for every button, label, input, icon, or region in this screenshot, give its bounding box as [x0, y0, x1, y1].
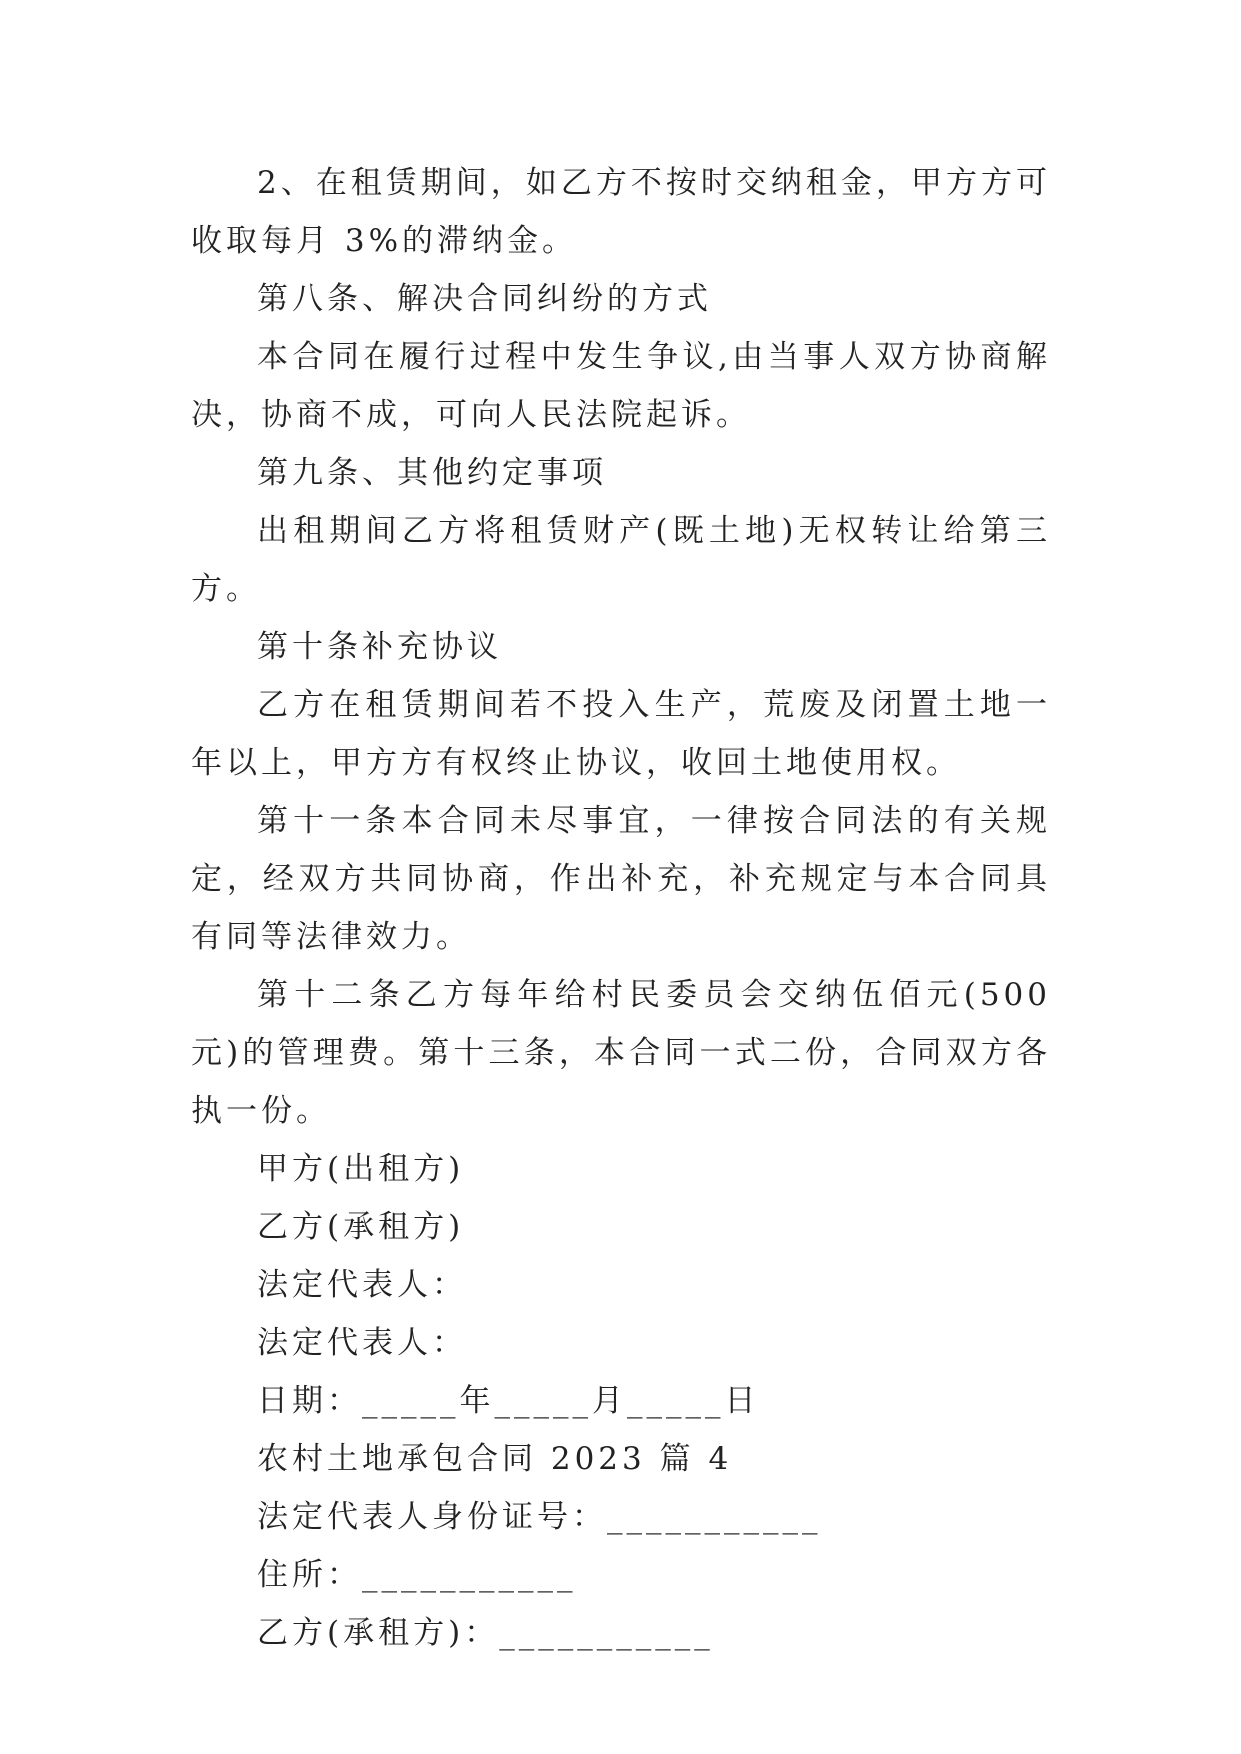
party-a-label: 甲方(出租方): [257, 1151, 465, 1187]
section-title-4: 农村土地承包合同 2023 篇 4: [257, 1441, 733, 1477]
date-line: 日期：_____年_____月_____日: [257, 1383, 760, 1419]
heading-article-9: 第九条、其他约定事项: [257, 455, 607, 491]
heading-article-10: 第十条补充协议: [257, 629, 502, 665]
heading-article-8: 第八条、解决合同纠纷的方式: [257, 281, 712, 317]
paragraph-article-12-13: 第十二条乙方每年给村民委员会交纳伍佰元(500 元)的管理费。第十三条，本合同一式二份，合同双方各执一份。: [191, 977, 1051, 1129]
paragraph-dispute: 本合同在履行过程中发生争议,由当事人双方协商解决，协商不成，可向人民法院起诉。: [191, 339, 1051, 433]
party-b-field: 乙方(承租方)：___________: [257, 1615, 714, 1651]
paragraph-no-transfer: 出租期间乙方将租赁财产(既土地)无权转让给第三方。: [191, 513, 1051, 607]
address-field: 住所：___________: [257, 1557, 577, 1593]
legal-rep-id-field: 法定代表人身份证号：___________: [257, 1499, 822, 1535]
paragraph-termination: 乙方在租赁期间若不投入生产，荒废及闭置土地一年以上，甲方方有权终止协议，收回土地使用权。: [191, 687, 1051, 781]
paragraph-late-fee: 2、在租赁期间，如乙方不按时交纳租金，甲方方可收取每月 3%的滞纳金。: [191, 165, 1051, 259]
party-b-label: 乙方(承租方): [257, 1209, 465, 1245]
document-body: [191, 154, 1051, 1662]
paragraph-article-11: 第十一条本合同未尽事宜，一律按合同法的有关规定，经双方共同协商，作出补充，补充规定与本合同具有同等法律效力。: [191, 803, 1051, 955]
legal-rep-label-a: 法定代表人：: [257, 1267, 467, 1303]
legal-rep-label-b: 法定代表人：: [257, 1325, 467, 1361]
